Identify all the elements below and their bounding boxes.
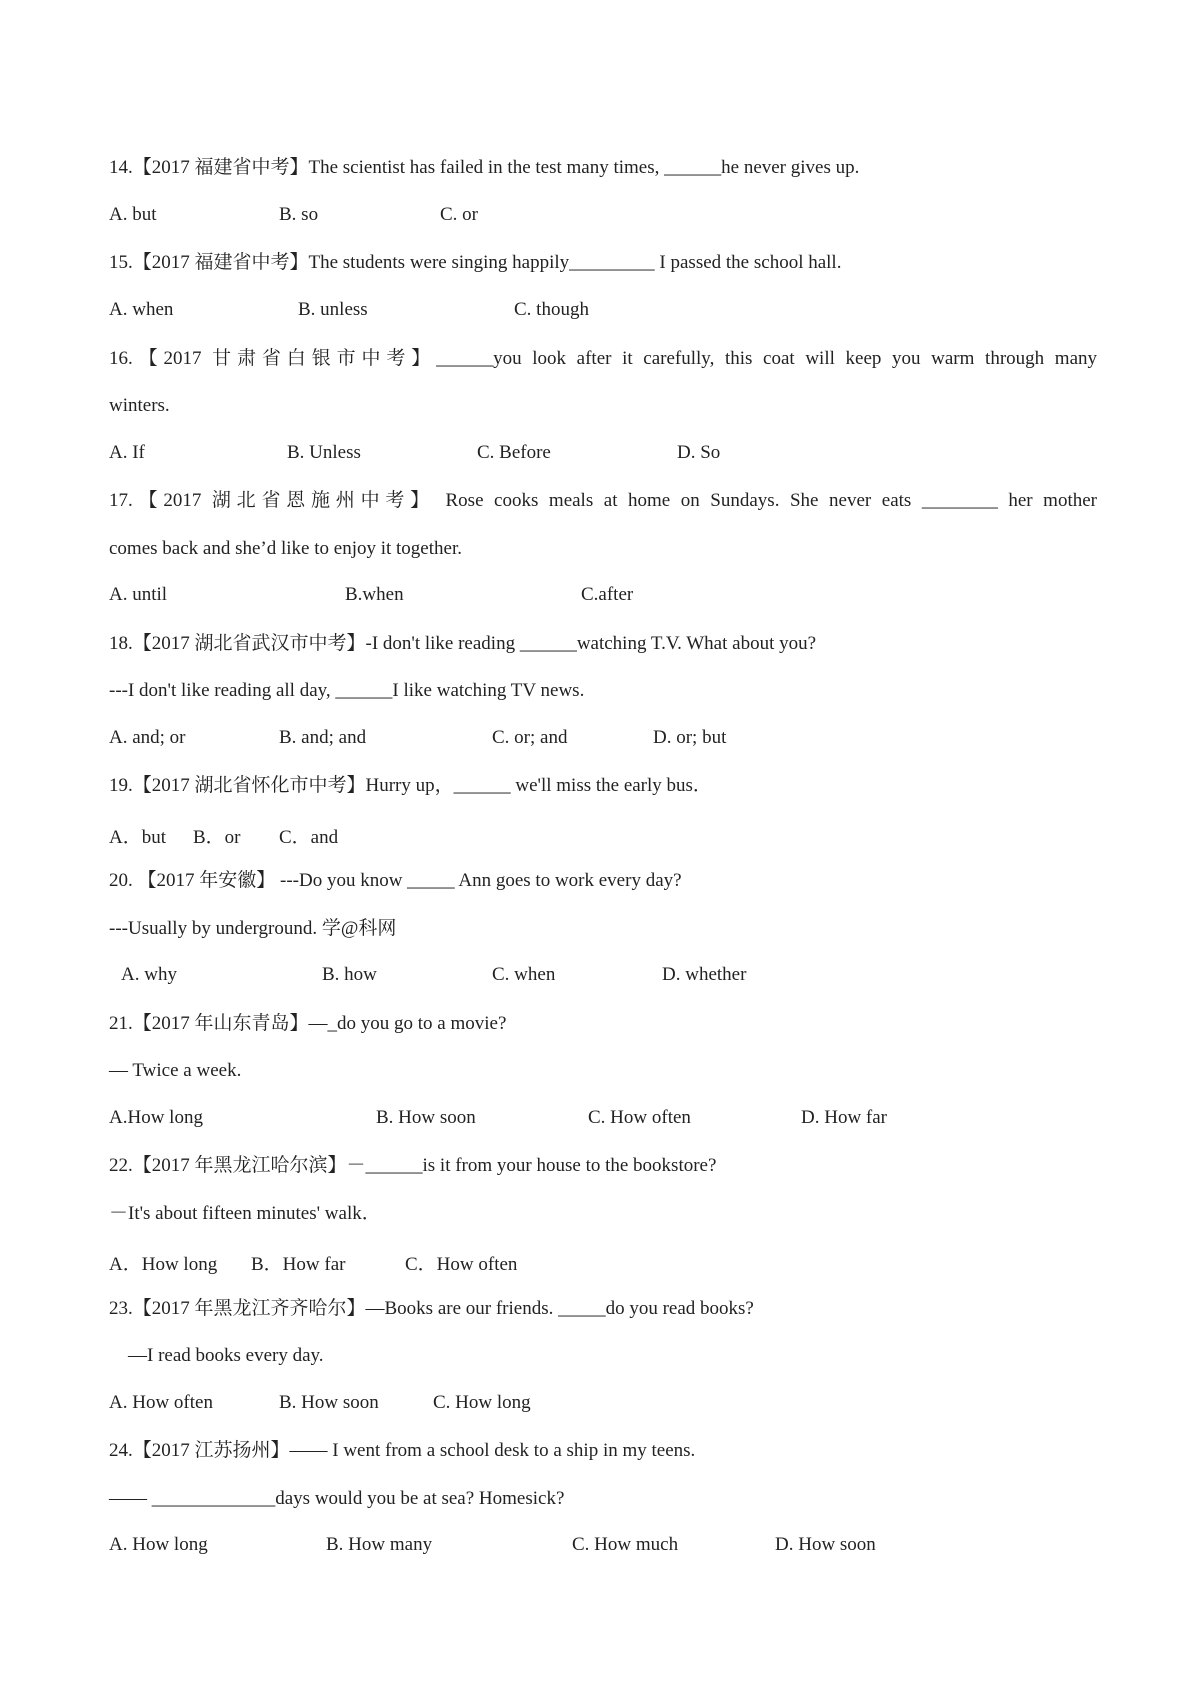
option-c: C. How often (588, 1107, 691, 1128)
question-14-options (109, 204, 1109, 228)
option-c: C. when (492, 964, 556, 985)
question-20-stem-line-2: ---Usually by underground. 学@科网 (109, 918, 397, 939)
option-b: B. How many (326, 1534, 433, 1555)
option-b: B.when (345, 584, 404, 605)
option-b: B. How soon (376, 1107, 476, 1128)
question-18-options (109, 727, 1109, 751)
question-19-options (109, 822, 1109, 846)
question-20-options (109, 964, 1109, 988)
question-21-options (109, 1107, 1109, 1131)
option-a: A.How long (109, 1107, 203, 1128)
option-c: C.after (581, 584, 634, 605)
option-b: B. unless (298, 299, 368, 320)
question-15-options (109, 299, 1109, 323)
question-20-stem-line-1: 20. 【2017 年安徽】 ---Do you know _____ Ann goes to work every day? (109, 870, 682, 891)
option-d: D. So (677, 442, 721, 463)
option-b: B．or (193, 827, 241, 848)
question-14-stem: 14.【2017 福建省中考】The scientist has failed in the test many times, ______he never gives up. (109, 157, 860, 178)
question-16-stem-line-1: 16.【2017 甘肃省白银市中考】______you look after it carefully, this coat will keep you warm through many (109, 348, 1097, 369)
question-22-options (109, 1249, 1109, 1273)
option-c: C．and (279, 827, 339, 848)
option-a: A. How long (109, 1534, 208, 1555)
question-23-options (109, 1392, 1109, 1416)
option-a: A. If (109, 442, 145, 463)
option-c: C．How often (405, 1254, 518, 1275)
option-b: B. and; and (279, 727, 367, 748)
option-a: A. and; or (109, 727, 186, 748)
option-c: C. How long (433, 1392, 531, 1413)
option-b: B. How soon (279, 1392, 379, 1413)
option-c: C. or (440, 204, 478, 225)
option-c: C. though (514, 299, 589, 320)
question-18-stem-line-1: 18.【2017 湖北省武汉市中考】-I don't like reading ______watching T.V. What about you? (109, 633, 817, 654)
question-16-stem-line-2: winters. (109, 395, 170, 416)
question-24-options (109, 1534, 1109, 1558)
question-21-stem-line-1: 21.【2017 年山东青岛】—_do you go to a movie? (109, 1013, 507, 1034)
option-a: A. until (109, 584, 168, 605)
question-18-stem-line-2: ---I don't like reading all day, ______I like watching TV news. (109, 680, 585, 701)
option-d: D. or; but (653, 727, 727, 748)
question-16-options (109, 442, 1109, 466)
option-c: C. How much (572, 1534, 679, 1555)
question-19-stem: 19.【2017 湖北省怀化市中考】Hurry up，______ we'll miss the early bus． (109, 775, 712, 796)
question-23-stem-line-2: —I read books every day. (128, 1345, 324, 1366)
option-a: A．but (109, 827, 167, 848)
question-24-stem-line-1: 24.【2017 江苏扬州】—— I went from a school desk to a ship in my teens. (109, 1440, 696, 1461)
question-24-stem-line-2: —— _____________days would you be at sea? Homesick? (109, 1488, 565, 1509)
question-17-options (109, 584, 1109, 608)
question-22-stem-line-2: －It's about fifteen minutes' walk． (109, 1203, 381, 1224)
option-b: B. Unless (287, 442, 361, 463)
question-23-stem-line-1: 23.【2017 年黑龙江齐齐哈尔】—Books are our friends. _____do you read books? (109, 1298, 754, 1319)
option-d: D. How soon (775, 1534, 876, 1555)
option-b: B．How far (251, 1254, 346, 1275)
option-a: A. but (109, 204, 157, 225)
question-22-stem-line-1: 22.【2017 年黑龙江哈尔滨】－______is it from your house to the bookstore? (109, 1155, 717, 1176)
option-a: A. why (121, 964, 177, 985)
question-17-stem-line-1: 17.【2017 湖北省恩施州中考】 Rose cooks meals at home on Sundays. She never eats ________ her mother (109, 490, 1097, 511)
option-b: B. so (279, 204, 319, 225)
question-17-stem-line-2: comes back and she’d like to enjoy it together. (109, 538, 462, 559)
option-d: D. How far (801, 1107, 888, 1128)
option-d: D. whether (662, 964, 747, 985)
question-21-stem-line-2: — Twice a week. (109, 1060, 242, 1081)
option-a: A. How often (109, 1392, 213, 1413)
option-c: C. Before (477, 442, 551, 463)
option-a: A．How long (109, 1254, 218, 1275)
option-a: A. when (109, 299, 174, 320)
question-15-stem: 15.【2017 福建省中考】The students were singing happily_________ I passed the school hall. (109, 252, 842, 273)
option-c: C. or; and (492, 727, 568, 748)
option-b: B. how (322, 964, 377, 985)
